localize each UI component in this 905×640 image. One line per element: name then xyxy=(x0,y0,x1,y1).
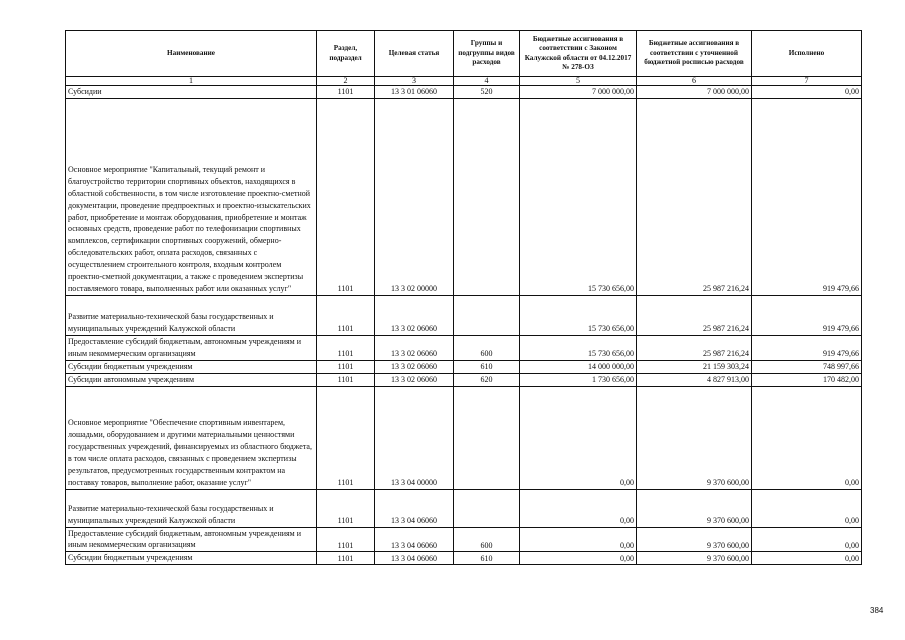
table-row xyxy=(66,527,862,552)
col-number: 1 xyxy=(66,77,317,86)
row-name: Субсидии бюджетным учреждениям xyxy=(66,360,317,373)
header-name: Наименование xyxy=(66,31,317,77)
row-name: Субсидии xyxy=(66,86,317,99)
row-law-amount: 1 730 656,00 xyxy=(520,373,637,386)
row-section: 1101 xyxy=(317,86,375,99)
row-done-amount: 919 479,66 xyxy=(752,295,862,335)
col-number: 7 xyxy=(752,77,862,86)
table-row xyxy=(66,86,862,99)
row-group: 600 xyxy=(454,335,520,360)
table-row xyxy=(66,552,862,565)
table-row xyxy=(66,295,862,335)
row-refined-amount: 7 000 000,00 xyxy=(637,86,752,99)
col-number: 5 xyxy=(520,77,637,86)
row-law-amount: 0,00 xyxy=(520,489,637,527)
row-refined-amount: 25 987 216,24 xyxy=(637,295,752,335)
row-section: 1101 xyxy=(317,335,375,360)
table-row xyxy=(66,360,862,373)
row-section: 1101 xyxy=(317,373,375,386)
row-law-amount: 0,00 xyxy=(520,552,637,565)
row-done-amount: 0,00 xyxy=(752,489,862,527)
row-done-amount: 0,00 xyxy=(752,86,862,99)
col-number: 6 xyxy=(637,77,752,86)
row-section: 1101 xyxy=(317,98,375,295)
row-section: 1101 xyxy=(317,386,375,489)
row-law-amount: 15 730 656,00 xyxy=(520,295,637,335)
header-row xyxy=(66,31,862,77)
row-name: Предоставление субсидий бюджетным, автономным учреждениям и иным некоммерческим организациям xyxy=(66,335,317,360)
row-done-amount: 0,00 xyxy=(752,386,862,489)
row-done-amount: 919 479,66 xyxy=(752,335,862,360)
table-row xyxy=(66,373,862,386)
row-law-amount: 7 000 000,00 xyxy=(520,86,637,99)
row-target: 13 3 04 00000 xyxy=(375,386,454,489)
row-name: Развитие материально-технической базы государственных и муниципальных учреждений Калужской области xyxy=(66,489,317,527)
row-refined-amount: 25 987 216,24 xyxy=(637,98,752,295)
row-target: 13 3 02 00000 xyxy=(375,98,454,295)
row-refined-amount: 9 370 600,00 xyxy=(637,489,752,527)
row-refined-amount: 9 370 600,00 xyxy=(637,386,752,489)
header-refined: Бюджетные ассигнования в соответствии с уточненной бюджетной росписью расходов xyxy=(637,31,752,77)
row-done-amount: 0,00 xyxy=(752,527,862,552)
row-law-amount: 15 730 656,00 xyxy=(520,335,637,360)
row-name: Предоставление субсидий бюджетным, автономным учреждениям и иным некоммерческим организациям xyxy=(66,527,317,552)
row-group: 620 xyxy=(454,373,520,386)
row-law-amount: 0,00 xyxy=(520,527,637,552)
row-law-amount: 14 000 000,00 xyxy=(520,360,637,373)
row-law-amount: 0,00 xyxy=(520,386,637,489)
row-name: Основное мероприятие "Обеспечение спортивным инвентарем, лошадьми, оборудованием и другими материальными ценностями государственных учреждений, финансируемых из областного бюджета, в том числе оплата расходов, связанных с проведением экспертизы результатов, предусмотренных государственным контрактом на поставку товаров, выполнение работ, оказание услуг" xyxy=(66,386,317,489)
row-group: 520 xyxy=(454,86,520,99)
row-refined-amount: 9 370 600,00 xyxy=(637,527,752,552)
col-number: 3 xyxy=(375,77,454,86)
table-row xyxy=(66,335,862,360)
row-target: 13 3 01 06060 xyxy=(375,86,454,99)
row-target: 13 3 04 06060 xyxy=(375,527,454,552)
row-target: 13 3 04 06060 xyxy=(375,552,454,565)
col-number: 4 xyxy=(454,77,520,86)
row-refined-amount: 25 987 216,24 xyxy=(637,335,752,360)
row-refined-amount: 9 370 600,00 xyxy=(637,552,752,565)
row-group xyxy=(454,295,520,335)
table-row xyxy=(66,489,862,527)
header-section: Раздел, подраздел xyxy=(317,31,375,77)
row-name: Субсидии бюджетным учреждениям xyxy=(66,552,317,565)
row-group xyxy=(454,98,520,295)
header-groups: Группы и подгруппы видов расходов xyxy=(454,31,520,77)
col-number: 2 xyxy=(317,77,375,86)
table-row xyxy=(66,386,862,489)
row-done-amount: 0,00 xyxy=(752,552,862,565)
row-target: 13 3 02 06060 xyxy=(375,295,454,335)
row-done-amount: 748 997,66 xyxy=(752,360,862,373)
row-target: 13 3 04 06060 xyxy=(375,489,454,527)
row-done-amount: 170 482,00 xyxy=(752,373,862,386)
row-section: 1101 xyxy=(317,295,375,335)
row-section: 1101 xyxy=(317,360,375,373)
row-target: 13 3 02 06060 xyxy=(375,373,454,386)
row-group xyxy=(454,386,520,489)
row-refined-amount: 4 827 913,00 xyxy=(637,373,752,386)
header-law: Бюджетные ассигнования в соответствии с Законом Калужской области от 04.12.2017 № 278-ОЗ xyxy=(520,31,637,77)
row-done-amount: 919 479,66 xyxy=(752,98,862,295)
row-section: 1101 xyxy=(317,552,375,565)
row-name: Субсидии автономным учреждениям xyxy=(66,373,317,386)
row-name: Развитие материально-технической базы государственных и муниципальных учреждений Калужской области xyxy=(66,295,317,335)
row-name: Основное мероприятие "Капитальный, текущий ремонт и благоустройство территории спортивных объектов, находящихся в областной собственности, в том числе изготовление проектно-сметной документации, проведение предпроектных и проектно-изыскательских работ, приобретение и монтаж оборудования, приобретение и монтаж основных средств, проведение работ по телефонизации спортивных комплексов, сертификации спортивных сооружений, обмерно-обследовательских работ, оплата расходов, связанных с осуществлением строительного контроля, входным контролем проектно-сметной документации, а также с проведением экспертизы поставляемого товара, выполненных работ или оказанных услуг" xyxy=(66,98,317,295)
row-group: 600 xyxy=(454,527,520,552)
page-number: 384 xyxy=(870,606,884,615)
row-group: 610 xyxy=(454,360,520,373)
header-done: Исполнено xyxy=(752,31,862,77)
row-group: 610 xyxy=(454,552,520,565)
column-number-row xyxy=(66,77,862,86)
table-row xyxy=(66,98,862,295)
row-law-amount: 15 730 656,00 xyxy=(520,98,637,295)
row-refined-amount: 21 159 303,24 xyxy=(637,360,752,373)
budget-table xyxy=(65,30,862,565)
row-group xyxy=(454,489,520,527)
row-section: 1101 xyxy=(317,489,375,527)
row-target: 13 3 02 06060 xyxy=(375,360,454,373)
row-target: 13 3 02 06060 xyxy=(375,335,454,360)
row-section: 1101 xyxy=(317,527,375,552)
header-target: Целевая статья xyxy=(375,31,454,77)
